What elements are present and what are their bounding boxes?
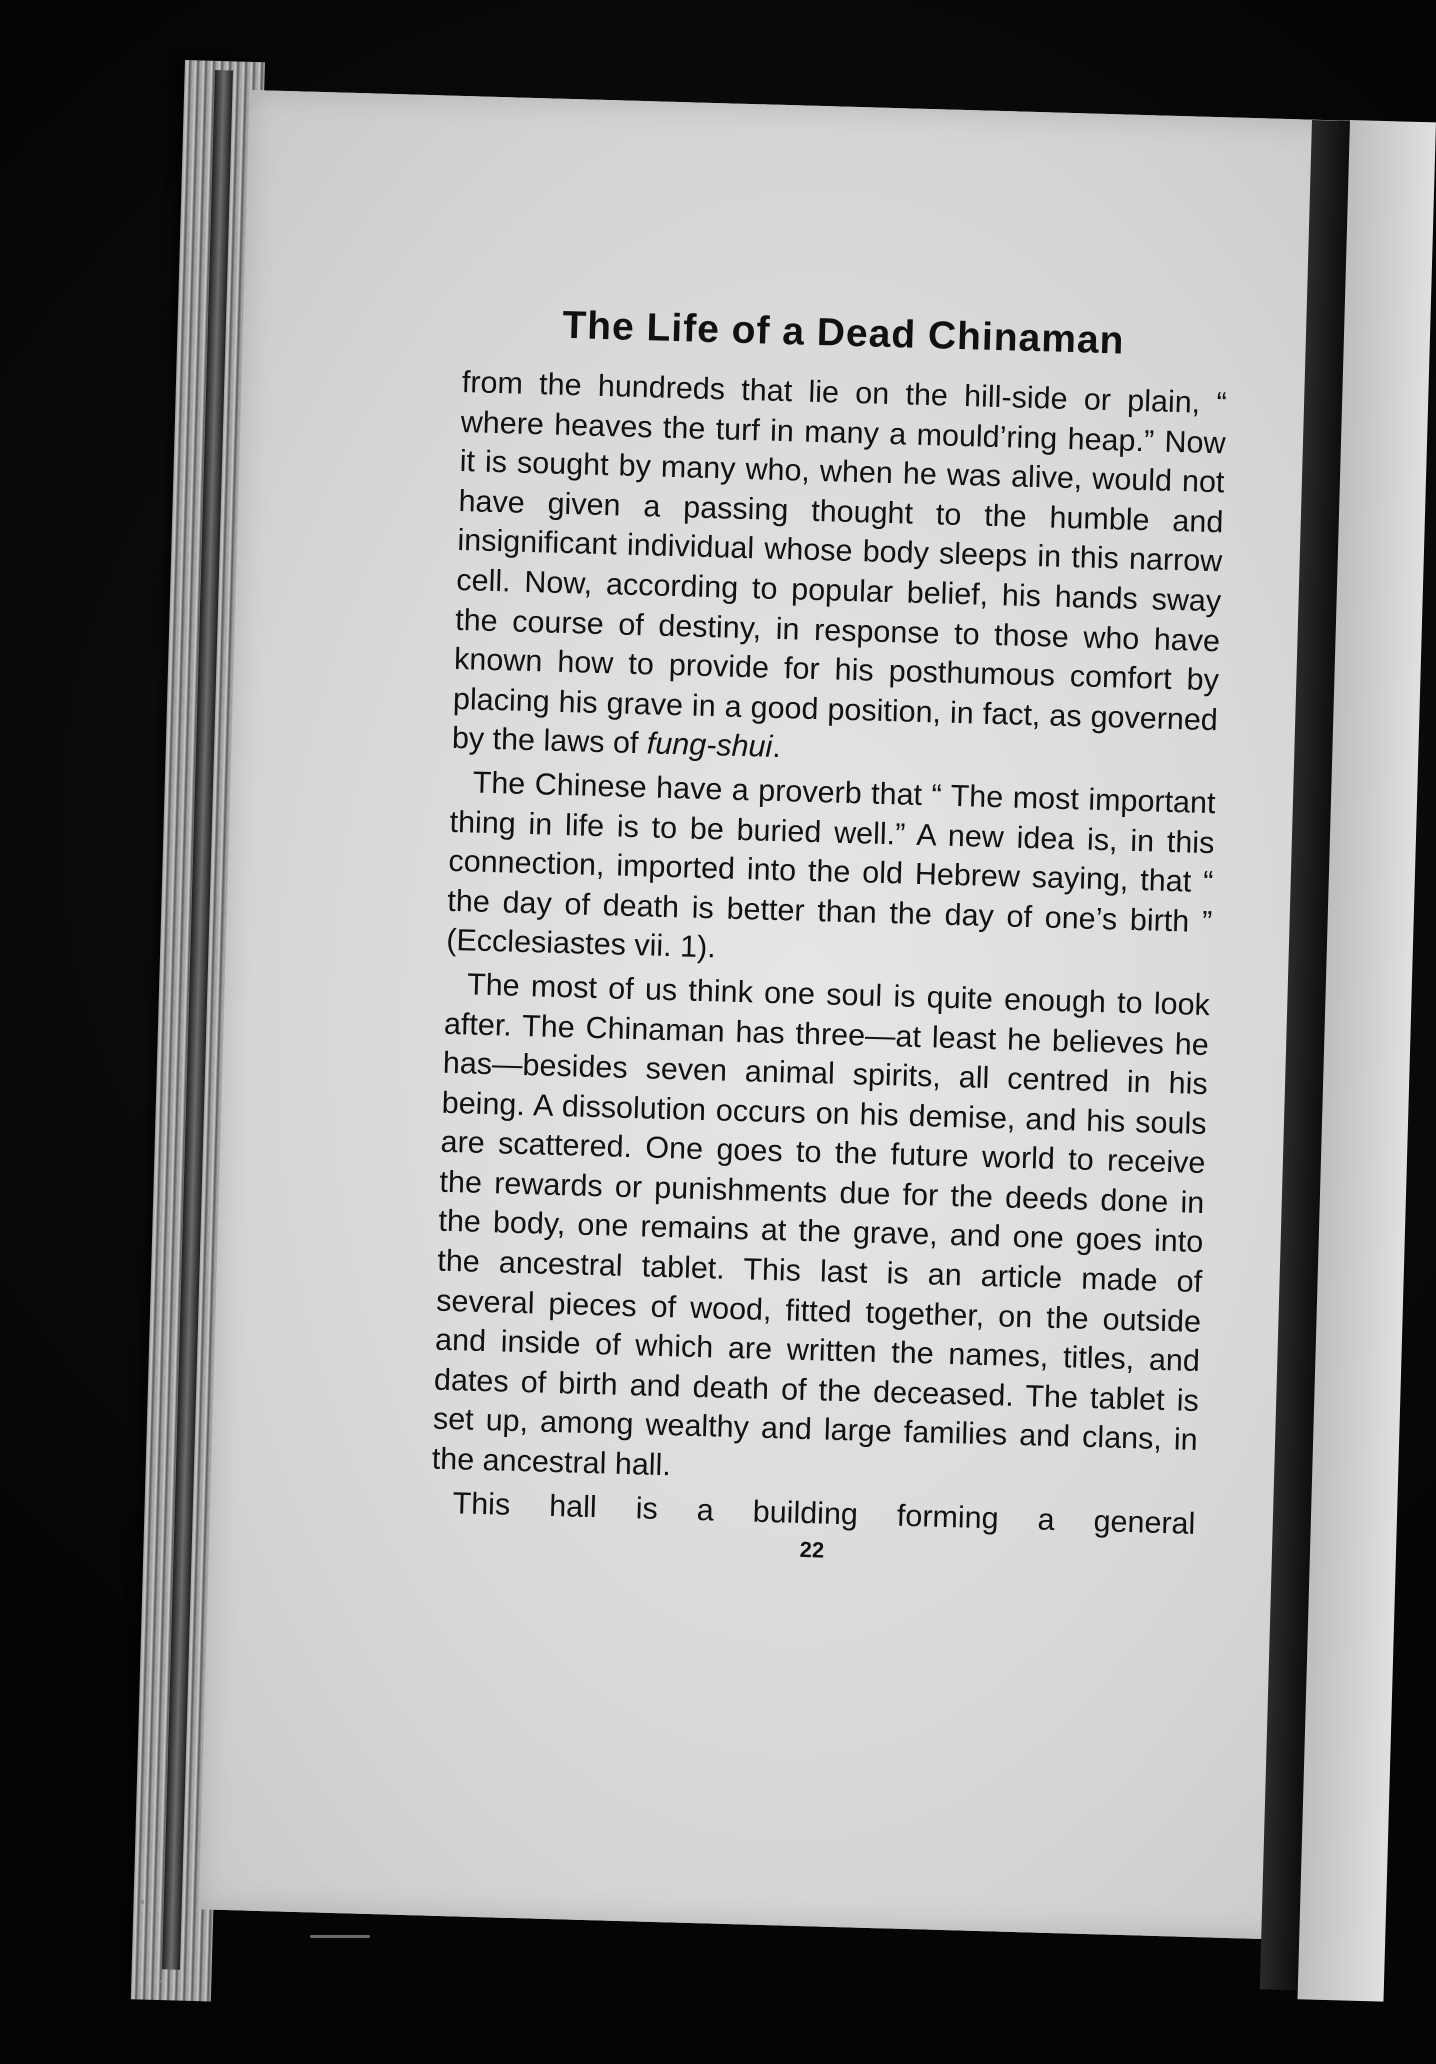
paragraph-2: The Chinese have a proverb that “ The most important thing in life is to be buried well.” A new idea is, in this connection, imported into the old Hebrew saying, that “ the day of death is better than the day of one’s birth ” (Ecclesiastes vii. 1).	[445, 765, 1216, 965]
paragraph-1-text: from the hundreds that lie on the hill-side or plain, “ where heaves the turf in many a mould’ring heap.” Now it is sought by many who, when he was alive, would not have given a passing thought to the humble and insignificant individual whose body sleeps in this narrow cell. Now, according to popular belief, his hands sway the course of destiny, in response to those who have known how to provide for his posthumous comfort by placing his grave in a good position, in fact, as governed by the laws of	[451, 365, 1228, 761]
book-page	[199, 90, 1409, 1942]
dust-speck	[140, 1900, 144, 1904]
italic-term: fung-shui	[646, 726, 773, 765]
page-text-block	[429, 301, 1229, 1574]
paragraph-1	[451, 363, 1227, 780]
paragraph-4: This hall is a building forming a general	[452, 1485, 1196, 1541]
running-head: The Life of a Dead Chinaman	[561, 303, 1126, 363]
page-number: 22	[799, 1537, 825, 1563]
italic-term-suffix: .	[771, 730, 782, 765]
dust-speck	[310, 1935, 370, 1938]
dust-speck	[160, 1980, 163, 1983]
paragraph-3: The most of us think one soul is quite enough to look after. The Chinaman has three—at least he believes he has—besides seven animal spirits, all centred in his being. A dissolution occurs on his demise, and his souls are scattered. One goes to the future world to receive the rewards or punishments due for the deeds done in the body, one remains at the grave, and one goes into the ancestral tablet. This last is an article made of several pieces of wood, fitted together, on the outside and inside of which are written the names, titles, and dates of birth and death of the deceased. The tablet is set up, among wealthy and large families and clans, in the ancestral hall.	[431, 967, 1211, 1483]
